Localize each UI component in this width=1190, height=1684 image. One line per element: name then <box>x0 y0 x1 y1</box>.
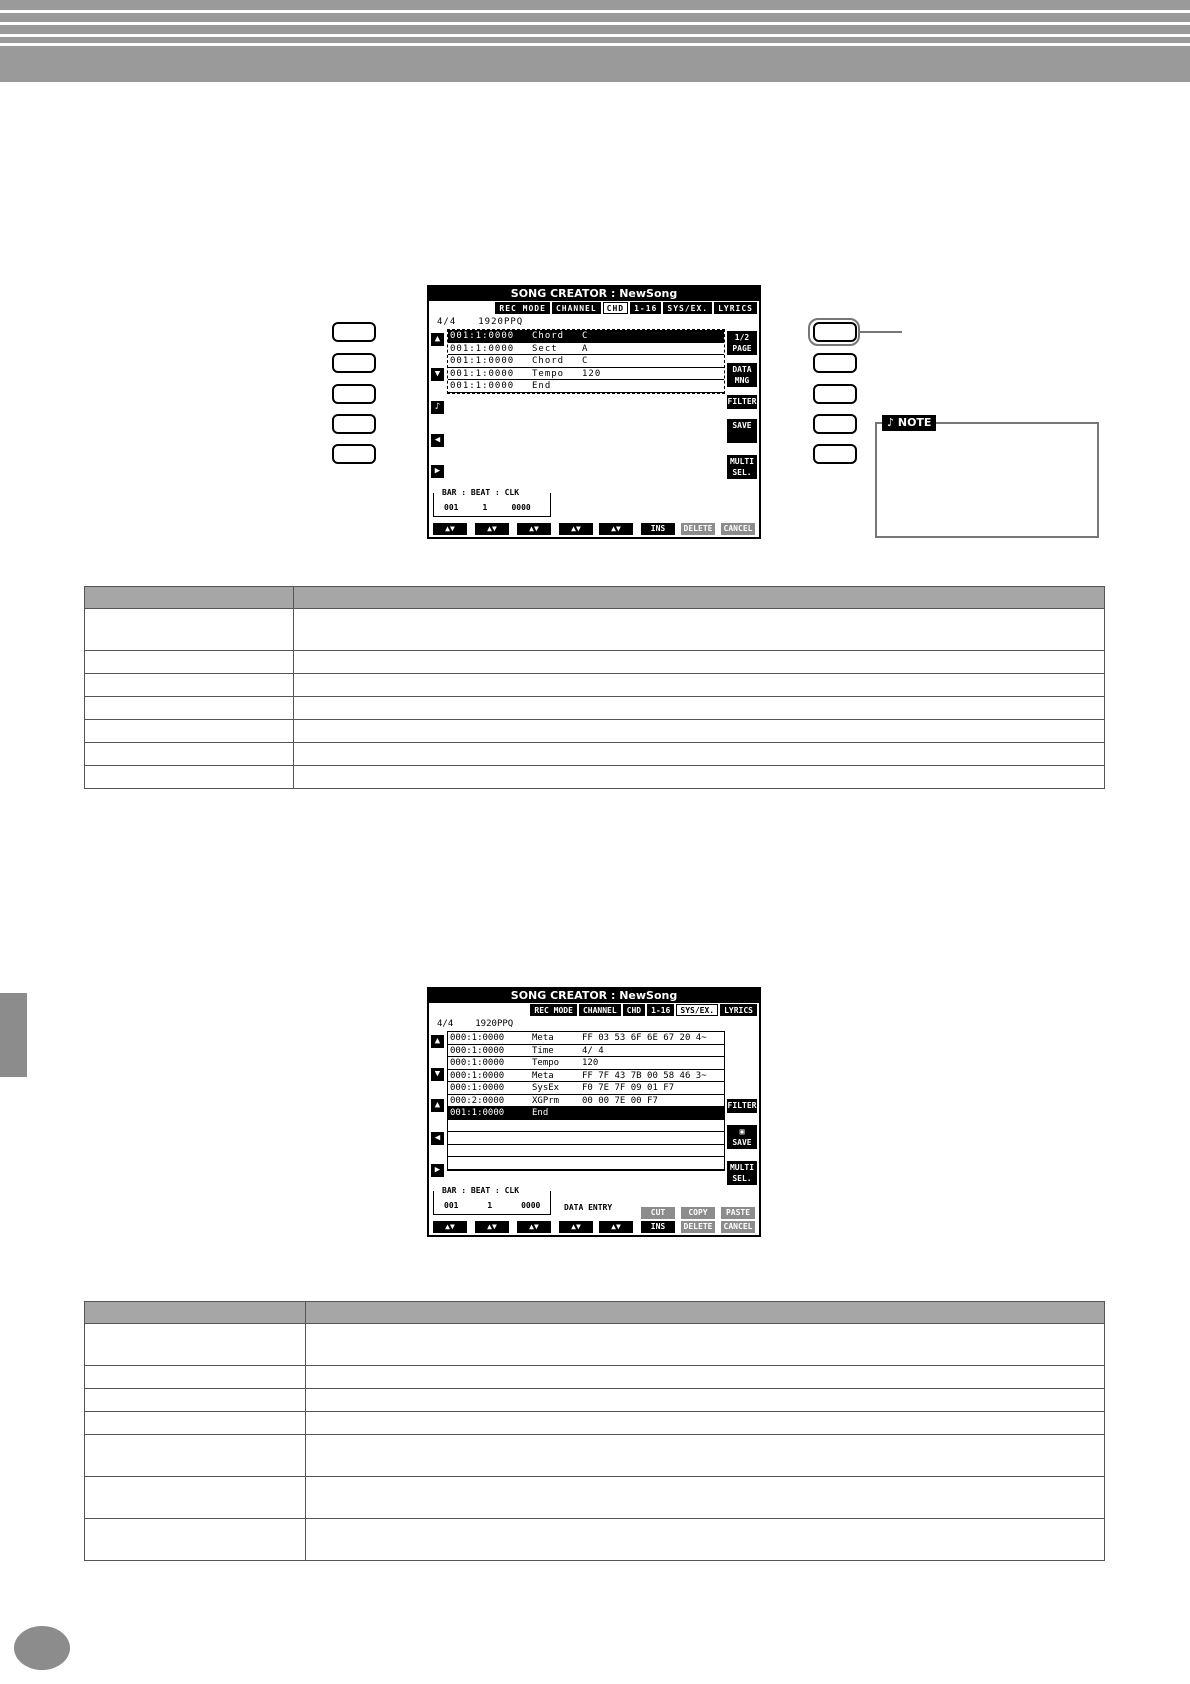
table-cell <box>85 651 294 674</box>
event-row[interactable] <box>448 355 724 368</box>
tab-rec-mode[interactable]: REC MODE <box>495 302 550 314</box>
event-row[interactable] <box>448 1107 724 1120</box>
event-type: Time <box>532 1045 554 1056</box>
save-button[interactable]: ▣ SAVE <box>727 1125 757 1149</box>
ins-button[interactable]: INS <box>641 523 675 535</box>
header-stripe <box>0 43 1190 46</box>
event-val <box>582 1107 724 1119</box>
event-row[interactable] <box>448 1120 724 1133</box>
lcd-info <box>437 317 545 327</box>
table-header-cell <box>306 1302 1105 1324</box>
ppq: 1920PPQ <box>478 317 524 327</box>
event-pos: 001:1:0000 <box>450 331 515 341</box>
event-row[interactable] <box>448 1057 724 1070</box>
panel-button-d[interactable] <box>332 414 376 434</box>
tab-lyrics[interactable]: LYRICS <box>720 1004 757 1016</box>
up-arrow-icon[interactable]: ▲ <box>431 1099 444 1112</box>
event-type: End <box>532 381 552 391</box>
event-row[interactable] <box>448 1145 724 1158</box>
table-cell <box>85 697 294 720</box>
event-type: Meta <box>532 1070 554 1081</box>
ins-button[interactable]: INS <box>641 1221 675 1233</box>
table-cell <box>85 766 294 789</box>
chapter-side-tab <box>0 993 27 1077</box>
note-box <box>875 422 1099 538</box>
event-row[interactable] <box>448 1032 724 1045</box>
event-row[interactable] <box>448 368 724 381</box>
event-type <box>532 1157 582 1169</box>
event-pos: 000:1:0000 <box>450 1070 505 1081</box>
table-cell <box>294 743 1105 766</box>
panel-button-j[interactable] <box>813 444 857 464</box>
copy-button[interactable]: COPY <box>681 1207 715 1219</box>
event-pos <box>448 1145 532 1157</box>
table-cell <box>294 697 1105 720</box>
callout-ring <box>808 318 860 346</box>
event-val: 00 00 7E 00 F7 <box>582 1095 658 1106</box>
right-arrow-icon[interactable]: ▶ <box>431 465 444 478</box>
paste-button[interactable]: PASTE <box>721 1207 755 1219</box>
clk-arrows[interactable]: ▲▼ <box>517 1221 551 1233</box>
time-signature: 4/4 <box>437 317 457 327</box>
left-arrow-icon[interactable]: ◀ <box>431 1132 444 1145</box>
event-val: 120 <box>582 368 602 379</box>
lcd-tabs <box>530 1004 757 1016</box>
event-type: SysEx <box>532 1083 560 1093</box>
cancel-button[interactable]: CANCEL <box>721 1221 755 1233</box>
table-cell <box>294 651 1105 674</box>
table-cell <box>85 674 294 697</box>
tab-lyrics[interactable]: LYRICS <box>714 302 757 314</box>
data-entry-label: DATA ENTRY <box>564 1203 613 1212</box>
table-cell <box>85 1477 306 1519</box>
event-type: XGPrm <box>532 1095 560 1106</box>
bbt-box <box>433 488 551 517</box>
event-pos: 001:1:0000 <box>450 1108 505 1118</box>
event-val: C <box>582 331 589 341</box>
cut-button[interactable]: CUT <box>641 1207 675 1219</box>
table-cell <box>85 1324 306 1366</box>
table-header-cell <box>85 587 294 609</box>
bbt-label: BAR : BEAT : CLK <box>442 1186 520 1195</box>
header-band <box>0 0 1190 82</box>
event-val: C <box>582 356 589 366</box>
up-arrow-icon[interactable]: ▲ <box>431 1035 444 1048</box>
table-cell <box>306 1412 1105 1435</box>
table-cell <box>306 1324 1105 1366</box>
panel-button-h[interactable] <box>813 384 857 404</box>
event-pos <box>448 1120 532 1132</box>
table-cell <box>306 1477 1105 1519</box>
multi-sel-button[interactable]: MULTI SEL. <box>727 1161 757 1185</box>
header-stripe <box>0 34 1190 37</box>
data-entry-arrows-2[interactable]: ▲▼ <box>599 523 633 535</box>
parameter-table-2 <box>84 1301 1105 1561</box>
page-number-badge <box>14 1626 70 1670</box>
multi-sel-button[interactable]: MULTI SEL. <box>727 455 757 479</box>
parameter-table-1 <box>84 586 1105 789</box>
table-header-cell <box>294 587 1105 609</box>
beat-arrows[interactable]: ▲▼ <box>475 1221 509 1233</box>
panel-button-a[interactable] <box>332 322 376 342</box>
bbt-values: 001 1 0000 <box>444 503 531 512</box>
panel-button-c[interactable] <box>332 384 376 404</box>
tab-chd[interactable]: CHD <box>603 302 628 314</box>
table-cell <box>85 1519 306 1561</box>
table-header-cell <box>85 1302 306 1324</box>
data-mng-button[interactable]: DATA MNG <box>727 363 757 387</box>
panel-button-e[interactable] <box>332 444 376 464</box>
event-row[interactable] <box>448 1157 724 1170</box>
filter-button[interactable]: FILTER <box>727 1099 757 1113</box>
table-cell <box>294 720 1105 743</box>
event-row[interactable] <box>448 1132 724 1145</box>
data-entry-arrows-1[interactable]: ▲▼ <box>559 523 593 535</box>
event-pos: 001:1:0000 <box>450 381 515 391</box>
event-type: Chord <box>532 331 565 341</box>
tab-chd[interactable]: CHD <box>623 1004 645 1016</box>
event-list <box>447 1031 725 1171</box>
bbt-values: 001 1 0000 <box>444 1201 541 1210</box>
table-cell <box>294 609 1105 651</box>
event-pos: 000:1:0000 <box>450 1033 505 1043</box>
lcd-title: SONG CREATOR : NewSong <box>429 989 759 1003</box>
panel-button-i[interactable] <box>813 414 857 434</box>
table-cell <box>306 1389 1105 1412</box>
event-row[interactable] <box>448 1095 724 1108</box>
table-cell <box>306 1366 1105 1389</box>
note-tag: ♪ NOTE <box>882 415 936 431</box>
lcd-tabs <box>495 302 757 314</box>
event-pos: 000:1:0000 <box>450 1058 505 1068</box>
table-cell <box>85 1435 306 1477</box>
event-type: Sect <box>532 343 558 354</box>
note-icon[interactable]: ♪ <box>431 401 444 414</box>
table-cell <box>85 720 294 743</box>
event-type <box>532 1120 582 1132</box>
event-pos: 001:1:0000 <box>450 356 515 366</box>
event-pos <box>448 1132 532 1144</box>
header-stripe <box>0 10 1190 13</box>
lcd-bottom <box>429 488 759 537</box>
page-button[interactable]: 1/2 PAGE <box>727 331 757 355</box>
event-pos: 001:1:0000 <box>450 368 515 379</box>
clk-arrows[interactable]: ▲▼ <box>517 523 551 535</box>
event-row[interactable] <box>448 1070 724 1083</box>
event-val <box>582 1120 724 1132</box>
event-val <box>582 1157 724 1169</box>
tab-sys-ex[interactable]: SYS/EX. <box>676 1004 718 1016</box>
delete-button[interactable]: DELETE <box>681 1221 715 1233</box>
tab-1-16[interactable]: 1-16 <box>630 302 661 314</box>
table-cell <box>85 1389 306 1412</box>
event-val: FF 03 53 6F 6E 67 20 4~ <box>582 1033 707 1043</box>
time-signature: 4/4 <box>437 1019 454 1029</box>
event-val: A <box>582 343 589 354</box>
data-entry-arrows-1[interactable]: ▲▼ <box>559 1221 593 1233</box>
table-cell <box>306 1435 1105 1477</box>
ppq: 1920PPQ <box>475 1019 514 1029</box>
up-arrow-icon[interactable]: ▲ <box>431 333 444 346</box>
event-pos: 000:1:0000 <box>450 1083 505 1093</box>
event-pos: 001:1:0000 <box>450 343 515 354</box>
filter-button[interactable]: FILTER <box>727 395 757 409</box>
bbt-label: BAR : BEAT : CLK <box>442 488 520 497</box>
header-stripe <box>0 22 1190 25</box>
table-cell <box>85 743 294 766</box>
event-val: 120 <box>582 1058 599 1068</box>
table-cell <box>306 1519 1105 1561</box>
event-val: 4/ 4 <box>582 1045 604 1056</box>
bar-arrows[interactable]: ▲▼ <box>433 523 467 535</box>
delete-button[interactable]: DELETE <box>681 523 715 535</box>
event-type: Tempo <box>532 368 565 379</box>
cancel-button[interactable]: CANCEL <box>721 523 755 535</box>
tab-sys-ex[interactable]: SYS/EX. <box>663 302 712 314</box>
event-type <box>532 1132 582 1144</box>
left-arrow-icon[interactable]: ◀ <box>431 434 444 447</box>
tab-channel[interactable]: CHANNEL <box>579 1004 621 1016</box>
table-cell <box>85 609 294 651</box>
event-val <box>582 1132 724 1144</box>
bar-arrows[interactable]: ▲▼ <box>433 1221 467 1233</box>
data-entry-arrows-2[interactable]: ▲▼ <box>599 1221 633 1233</box>
down-arrow-icon[interactable]: ▼ <box>431 1068 444 1081</box>
event-val: FF 7F 43 7B 00 58 46 3~ <box>582 1070 707 1081</box>
bbt-box <box>433 1186 551 1215</box>
event-type: Chord <box>532 356 565 366</box>
lcd-screen-sysex <box>427 987 761 1237</box>
lcd-bottom <box>429 1186 759 1235</box>
tab-rec-mode[interactable]: REC MODE <box>530 1004 577 1016</box>
event-pos: 000:2:0000 <box>450 1095 505 1106</box>
table-cell <box>294 766 1105 789</box>
event-type: Meta <box>532 1033 554 1043</box>
table-cell <box>85 1366 306 1389</box>
lcd-title: SONG CREATOR : NewSong <box>429 287 759 301</box>
lcd-screen-chord <box>427 285 761 539</box>
event-pos <box>448 1157 532 1169</box>
event-list <box>447 329 725 394</box>
tab-1-16[interactable]: 1-16 <box>647 1004 674 1016</box>
right-arrow-icon[interactable]: ▶ <box>431 1164 444 1177</box>
event-row[interactable] <box>448 1045 724 1058</box>
event-row[interactable] <box>448 330 724 343</box>
lcd-info <box>437 1019 535 1029</box>
tab-channel[interactable]: CHANNEL <box>552 302 601 314</box>
event-val <box>582 1145 724 1157</box>
event-type: Tempo <box>532 1058 560 1068</box>
save-button[interactable]: SAVE <box>727 419 757 443</box>
event-type: End <box>532 1108 549 1118</box>
table-cell <box>294 674 1105 697</box>
event-val: F0 7E 7F 09 01 F7 <box>582 1083 675 1093</box>
event-row[interactable] <box>448 380 724 393</box>
event-row[interactable] <box>448 343 724 356</box>
down-arrow-icon[interactable]: ▼ <box>431 368 444 381</box>
beat-arrows[interactable]: ▲▼ <box>475 523 509 535</box>
panel-button-g[interactable] <box>813 353 857 373</box>
event-pos: 000:1:0000 <box>450 1045 505 1056</box>
panel-button-b[interactable] <box>332 353 376 373</box>
event-row[interactable] <box>448 1082 724 1095</box>
callout-line <box>860 331 902 333</box>
table-cell <box>85 1412 306 1435</box>
event-type <box>532 1145 582 1157</box>
event-val <box>582 380 724 392</box>
